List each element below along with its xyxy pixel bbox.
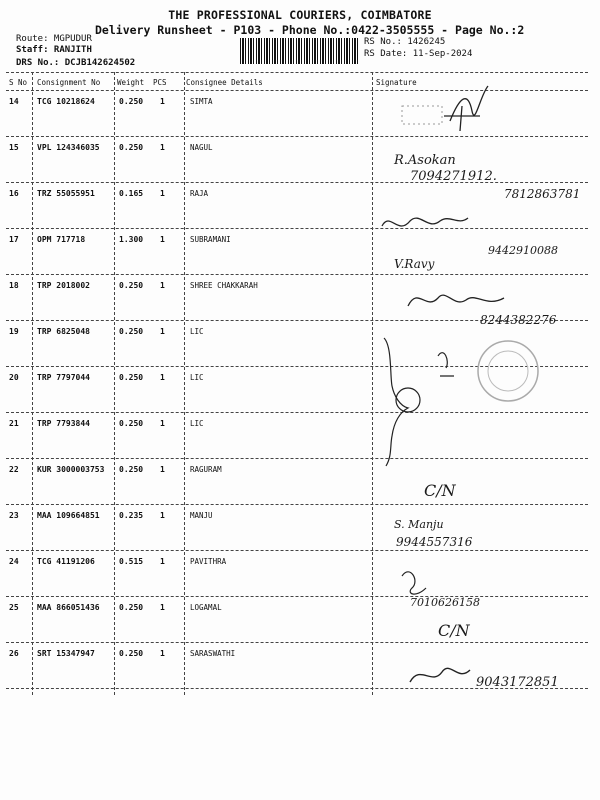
staff-label: Staff: RANJITH bbox=[16, 45, 92, 55]
pieces-count: 1 bbox=[160, 281, 165, 290]
drs-number: DRS No.: DCJB142624502 bbox=[16, 58, 136, 68]
consignee-name: LIC bbox=[190, 327, 204, 336]
consignee-name: LOGAMAL bbox=[190, 603, 222, 612]
serial-number: 14 bbox=[9, 97, 19, 106]
handwritten-name: V.Ravy bbox=[394, 257, 435, 271]
signature-scribble bbox=[382, 218, 468, 226]
consignment-number: TRP 2018002 bbox=[37, 281, 90, 290]
col-header-pcs: PCS bbox=[153, 78, 167, 87]
consignee-name: PAVITHRA bbox=[190, 557, 227, 566]
pieces-count: 1 bbox=[160, 97, 165, 106]
faded-stamp bbox=[402, 106, 442, 124]
weight-value: 0.250 bbox=[119, 419, 144, 428]
runsheet-subtitle: Delivery Runsheet - P103 - Phone No.:0422-3505555 - Page No.:2 bbox=[95, 23, 525, 37]
weight-value: 0.250 bbox=[119, 143, 144, 152]
weight-value: 1.300 bbox=[119, 235, 144, 244]
serial-number: 19 bbox=[9, 327, 19, 336]
pieces-count: 1 bbox=[160, 235, 165, 244]
consignee-name: LIC bbox=[190, 373, 204, 382]
consignment-number: MAA 866051436 bbox=[37, 603, 100, 612]
consignment-number: OPM 717718 bbox=[37, 235, 86, 244]
consignee-name: LIC bbox=[190, 419, 204, 428]
serial-number: 21 bbox=[9, 419, 19, 428]
consignment-number: KUR 3000003753 bbox=[37, 465, 105, 474]
serial-number: 15 bbox=[9, 143, 19, 152]
consignment-number: TRP 7797044 bbox=[37, 373, 90, 382]
pieces-count: 1 bbox=[160, 557, 165, 566]
serial-number: 17 bbox=[9, 235, 19, 244]
handwritten-mark: C/N bbox=[424, 481, 456, 500]
consignee-name: SARASWATHI bbox=[190, 649, 236, 658]
weight-value: 0.165 bbox=[119, 189, 144, 198]
consignee-name: SUBRAMANI bbox=[190, 235, 231, 244]
table-top-border bbox=[6, 72, 588, 73]
rs-date: RS Date: 11-Sep-2024 bbox=[364, 49, 473, 59]
consignee-name: NAGUL bbox=[190, 143, 213, 152]
company-title: THE PROFESSIONAL COURIERS, COIMBATORE bbox=[168, 8, 432, 22]
pieces-count: 1 bbox=[160, 189, 165, 198]
consignment-number: MAA 109664851 bbox=[37, 511, 100, 520]
rs-number: RS No.: 1426245 bbox=[364, 37, 446, 47]
signature-scribble bbox=[410, 668, 470, 682]
serial-number: 25 bbox=[9, 603, 19, 612]
pieces-count: 1 bbox=[160, 465, 165, 474]
office-stamp bbox=[478, 341, 538, 401]
pieces-count: 1 bbox=[160, 419, 165, 428]
consignment-number: TCG 41191206 bbox=[37, 557, 95, 566]
signature-area bbox=[380, 76, 592, 696]
serial-number: 20 bbox=[9, 373, 19, 382]
serial-number: 18 bbox=[9, 281, 19, 290]
handwritten-name: R.Asokan bbox=[394, 153, 456, 168]
weight-value: 0.515 bbox=[119, 557, 144, 566]
serial-number: 16 bbox=[9, 189, 19, 198]
weight-value: 0.250 bbox=[119, 97, 144, 106]
barcode bbox=[240, 38, 358, 64]
handwritten-phone: 8244382276 bbox=[480, 313, 557, 327]
handwritten-phone: 9043172851 bbox=[476, 675, 559, 690]
serial-number: 24 bbox=[9, 557, 19, 566]
office-stamp-inner bbox=[488, 351, 528, 391]
consignee-name: SHREE CHAKKARAH bbox=[190, 281, 258, 290]
col-header-consignment: Consignment No bbox=[37, 78, 101, 87]
consignment-number: TRP 6825048 bbox=[37, 327, 90, 336]
pieces-count: 1 bbox=[160, 373, 165, 382]
consignment-number: TCG 10218624 bbox=[37, 97, 95, 106]
signature-scribble bbox=[444, 86, 488, 131]
col-header-weight: Weight bbox=[117, 78, 145, 87]
weight-value: 0.250 bbox=[119, 327, 144, 336]
weight-value: 0.250 bbox=[119, 603, 144, 612]
handwritten-phone: 7094271912. bbox=[410, 169, 497, 184]
weight-value: 0.250 bbox=[119, 465, 144, 474]
serial-number: 26 bbox=[9, 649, 19, 658]
serial-number: 22 bbox=[9, 465, 19, 474]
col-header-sno: S No bbox=[9, 78, 28, 87]
route-label: Route: MGPUDUR bbox=[16, 34, 92, 44]
pieces-count: 1 bbox=[160, 327, 165, 336]
pieces-count: 1 bbox=[160, 143, 165, 152]
weight-value: 0.250 bbox=[119, 281, 144, 290]
consignee-name: RAGURAM bbox=[190, 465, 222, 474]
pieces-count: 1 bbox=[160, 603, 165, 612]
consignee-name: RAJA bbox=[190, 189, 209, 198]
consignee-name: MANJU bbox=[190, 511, 213, 520]
pieces-count: 1 bbox=[160, 649, 165, 658]
consignment-number: TRP 7793844 bbox=[37, 419, 90, 428]
signature-scribble bbox=[402, 572, 426, 594]
col-header-consignee: Consignee Details bbox=[186, 78, 263, 87]
signature-scribble bbox=[408, 295, 504, 306]
pieces-count: 1 bbox=[160, 511, 165, 520]
serial-number: 23 bbox=[9, 511, 19, 520]
consignment-number: VPL 124346035 bbox=[37, 143, 100, 152]
initials-scribble bbox=[438, 353, 454, 376]
consignment-number: TRZ 55055951 bbox=[37, 189, 95, 198]
consignee-name: SIMTA bbox=[190, 97, 213, 106]
handwritten-phone: 7812863781 bbox=[504, 187, 581, 201]
handwritten-phone: 7010626158 bbox=[410, 596, 480, 609]
weight-value: 0.250 bbox=[119, 373, 144, 382]
handwritten-phone: 9442910088 bbox=[488, 244, 558, 257]
handwritten-mark: C/N bbox=[438, 621, 470, 640]
consignment-number: SRT 15347947 bbox=[37, 649, 95, 658]
weight-value: 0.235 bbox=[119, 511, 144, 520]
weight-value: 0.250 bbox=[119, 649, 144, 658]
handwritten-name: S. Manju bbox=[394, 518, 444, 531]
handwritten-phone: 9944557316 bbox=[396, 535, 473, 549]
col-header-signature: Signature bbox=[376, 78, 417, 87]
